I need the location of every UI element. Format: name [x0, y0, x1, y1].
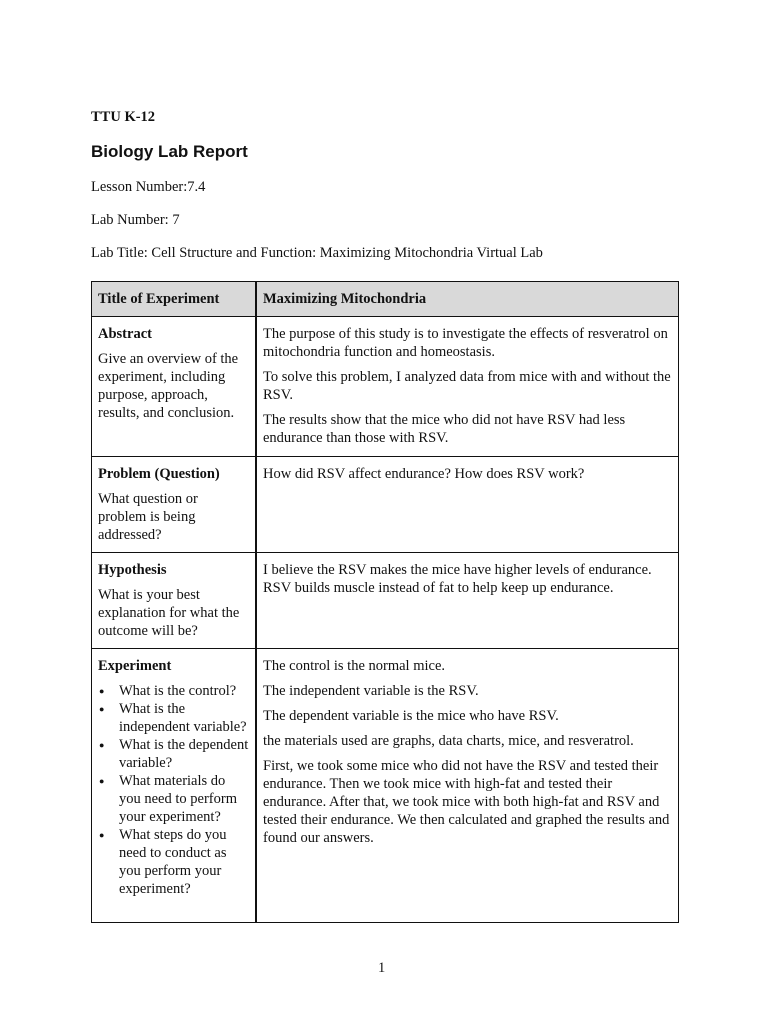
experiment-label: Experiment [98, 658, 172, 674]
abstract-answer: The results show that the mice who did not have RSV had less endurance than those with RSV. [263, 412, 626, 446]
experiment-answer: the materials used are graphs, data charts, mice, and resveratrol. [263, 733, 634, 749]
experiment-question: ● What materials do you need to perform your experiment? [98, 772, 249, 826]
experiment-question: ● What steps do you need to conduct as you perform your experiment? [98, 826, 249, 898]
org-label: TTU K-12 [91, 109, 156, 125]
experiment-answer-cell [256, 649, 679, 923]
experiment-row [92, 649, 679, 923]
problem-row [92, 457, 679, 553]
experiment-title-value: Maximizing Mitochondria [256, 282, 679, 317]
abstract-answer-cell [256, 317, 679, 457]
table-header-row [92, 282, 679, 317]
experiment-answer: The control is the normal mice. [263, 658, 446, 674]
experiment-question: ● What is the dependent variable? [98, 736, 249, 772]
experiment-answer: The dependent variable is the mice who have RSV. [263, 708, 559, 724]
experiment-answer: The independent variable is the RSV. [263, 683, 479, 699]
hypothesis-answer: I believe the RSV makes the mice have higher levels of endurance. RSV builds muscle instead of fat to help keep up endurance. [263, 562, 652, 596]
abstract-label: Abstract [98, 326, 152, 342]
problem-answer-cell [256, 457, 679, 553]
abstract-answer: The purpose of this study is to investigate the effects of resveratrol on mitochondria function and homeostasis. [263, 326, 668, 360]
problem-label: Problem (Question) [98, 466, 220, 482]
problem-description: What question or problem is being addressed? [98, 491, 198, 543]
abstract-label-cell [92, 317, 257, 457]
problem-answer: How did RSV affect endurance? How does RSV work? [263, 466, 585, 482]
hypothesis-answer-cell [256, 553, 679, 649]
experiment-question: ● What is the independent variable? [98, 700, 249, 736]
page-number: 1 [378, 960, 386, 976]
experiment-question: ● What is the control? [98, 682, 249, 700]
abstract-row [92, 317, 679, 457]
hypothesis-row [92, 553, 679, 649]
lab-title: Lab Title: Cell Structure and Function: Maximizing Mitochondria Virtual Lab [91, 245, 543, 261]
abstract-description: Give an overview of the experiment, including purpose, approach, results, and conclusion. [98, 351, 239, 421]
problem-label-cell [92, 457, 257, 553]
experiment-title-label: Title of Experiment [92, 282, 257, 317]
hypothesis-label-cell [92, 553, 257, 649]
lesson-number: Lesson Number:7.4 [91, 179, 206, 195]
experiment-label-cell [92, 649, 257, 923]
hypothesis-label: Hypothesis [98, 562, 167, 578]
hypothesis-description: What is your best explanation for what the outcome will be? [98, 587, 240, 639]
abstract-answer: To solve this problem, I analyzed data from mice with and without the RSV. [263, 369, 671, 403]
lab-report-table [91, 281, 679, 923]
experiment-answer: First, we took some mice who did not have the RSV and tested their endurance. Then we took mice with high-fat and tested their endurance. After that, we took mice with both high-fat and RSV and tested their endurance. We then calculated and graphed the results and found our answers. [263, 758, 670, 846]
lab-number: Lab Number: 7 [91, 212, 180, 228]
page-title: Biology Lab Report [91, 142, 248, 161]
experiment-question-list [98, 682, 249, 898]
